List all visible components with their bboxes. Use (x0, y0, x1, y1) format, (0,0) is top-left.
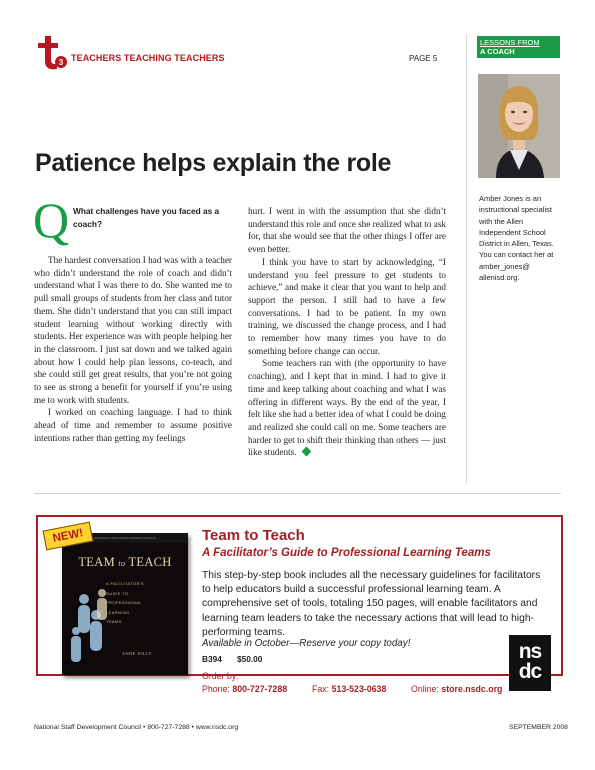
book-title-part: TEAM (78, 555, 119, 569)
section-divider (34, 493, 561, 494)
article-headline: Patience helps explain the role (35, 149, 392, 177)
bio-line: Amber Jones is an (479, 194, 542, 203)
lessons-from-coach-label (477, 36, 560, 58)
article-paragraph: I think you have to start by acknowledging, “I understand you feel pressure to get students to achieve,” and make it clear that you want to help and support the person. I still had to have a few conversations. I had to be patient. In my own training, we discussed the change process, and I had to remember how many times you have to do something before change can occur. (248, 256, 446, 356)
bio-line: Independent School (479, 227, 546, 237)
bio-line: instructional specialist (479, 205, 552, 215)
book-sub-line: PROFESSIONAL (106, 600, 142, 605)
book-sub-line: LEARNING (106, 609, 130, 615)
author-bio (479, 193, 565, 283)
ad-title: Team to Teach (202, 527, 305, 544)
article-paragraph-text: Some teachers ran with (the opportunity to have coaching), and I kept that in mind. I had to give it time and keep talking about coaching and what I was offering in different ways. By the end of the year, I felt like she had a better idea of what I could be doing and realized she could call on me. Some teachers are harder to get to shift their thinking than others — just like students. (248, 358, 446, 458)
phone-label: Phone: (202, 684, 233, 694)
book-publisher: NATIONAL STAFF DEVELOPMENT COUNCIL (62, 533, 188, 543)
drop-cap-q: Q (33, 192, 70, 248)
interview-question: What challenges have you faced as a coach? (73, 206, 220, 229)
book-title-part: TEACH (125, 555, 172, 569)
page-number: PAGE 5 (409, 54, 438, 63)
book-subtitle (106, 579, 166, 627)
bio-line: with the Allen (479, 216, 524, 226)
end-mark-diamond-icon (301, 447, 311, 457)
bio-email-line: allenisd.org. (479, 273, 520, 283)
nsdc-logo-line: ns (518, 640, 542, 663)
book-title-to: to (118, 559, 126, 568)
new-badge: NEW! (43, 522, 94, 551)
footer-publisher-info: National Staff Development Council • 800-727-7288 • www.nsdc.org (34, 724, 239, 731)
coach-portrait-photo (478, 74, 560, 178)
article-column-1 (34, 254, 232, 445)
lessons-label-line2: A COACH (480, 47, 515, 56)
bio-line: You can contact her at (479, 250, 554, 260)
nsdc-logo (509, 635, 551, 691)
ad-subtitle: A Facilitator’s Guide to Professional Learning Teams (202, 547, 491, 559)
nsdc-logo-line: dc (518, 660, 542, 683)
fax-number: 513-523-0638 (331, 684, 387, 694)
book-sub-line: A FACILITATOR'S (106, 581, 145, 586)
order-online (411, 684, 502, 694)
bio-line: District in Allen, Texas. (479, 239, 554, 249)
order-by-label: Order by: (202, 671, 239, 681)
column-divider (466, 34, 467, 484)
online-label: Online: (411, 684, 442, 694)
book-sub-line: TEAMS (106, 619, 122, 624)
book-sub-line: GUIDE TO (106, 590, 129, 596)
section-title: TEACHERS TEACHING TEACHERS (71, 53, 225, 63)
article-paragraph: The hardest conversation I had was with a teacher who didn’t understand the role of coach and didn’t understand what I was there to do. She wanted me to pull small groups of students from her class and tutor them. She didn’t understand that you can still impact student learning without working directly with students. Her experience was with people helping her in the classroom. I just sat down and we talked again about how I could help plan lessons, co-teach, and she could still get great results, that you’re not going to see as strong a benefit for yourself if you’re using me to work with students. (34, 255, 232, 405)
footer-date: SEPTEMBER 2008 (509, 724, 568, 731)
order-fax (312, 684, 386, 694)
article-paragraph-continued: hurt. I went in with the assumption that she didn’t understand this role and once she realized what to ask for, that she would see that the other things I offer are even better. (248, 206, 446, 255)
book-cover (62, 533, 188, 675)
logo-sub: 3 (58, 58, 64, 67)
lessons-label-line1: LESSONS FROM (480, 38, 540, 47)
book-title (62, 555, 188, 570)
book-author: ANNE JOLLY (122, 651, 152, 656)
fax-label: Fax: (312, 684, 332, 694)
article-paragraph: I worked on coaching language. I had to think ahead of time and remember to assume positive intentions rather than getting my feelings (34, 407, 232, 443)
t3-logo (34, 34, 68, 70)
phone-number-link[interactable]: 800-727-7288 (232, 684, 288, 694)
product-code: B394 (202, 654, 222, 664)
article-paragraph-final (248, 357, 446, 459)
ad-availability: Available in October—Reserve your copy today! (202, 638, 411, 649)
store-link[interactable]: store.nsdc.org (441, 684, 503, 694)
bio-email-line: amber_jones@ (479, 261, 530, 271)
article-column-2 (248, 205, 446, 459)
ad-description: This step-by-step book includes all the necessary guidelines for facilitators to help educators build a successful professional learning team. A comprehensive set of tools, totaling 150 pages, will enable facilitators and learning team leaders to take the necessary actions that will lead to high-performing teams. (202, 570, 541, 638)
product-price: $50.00 (237, 654, 263, 664)
order-phone (202, 684, 287, 694)
